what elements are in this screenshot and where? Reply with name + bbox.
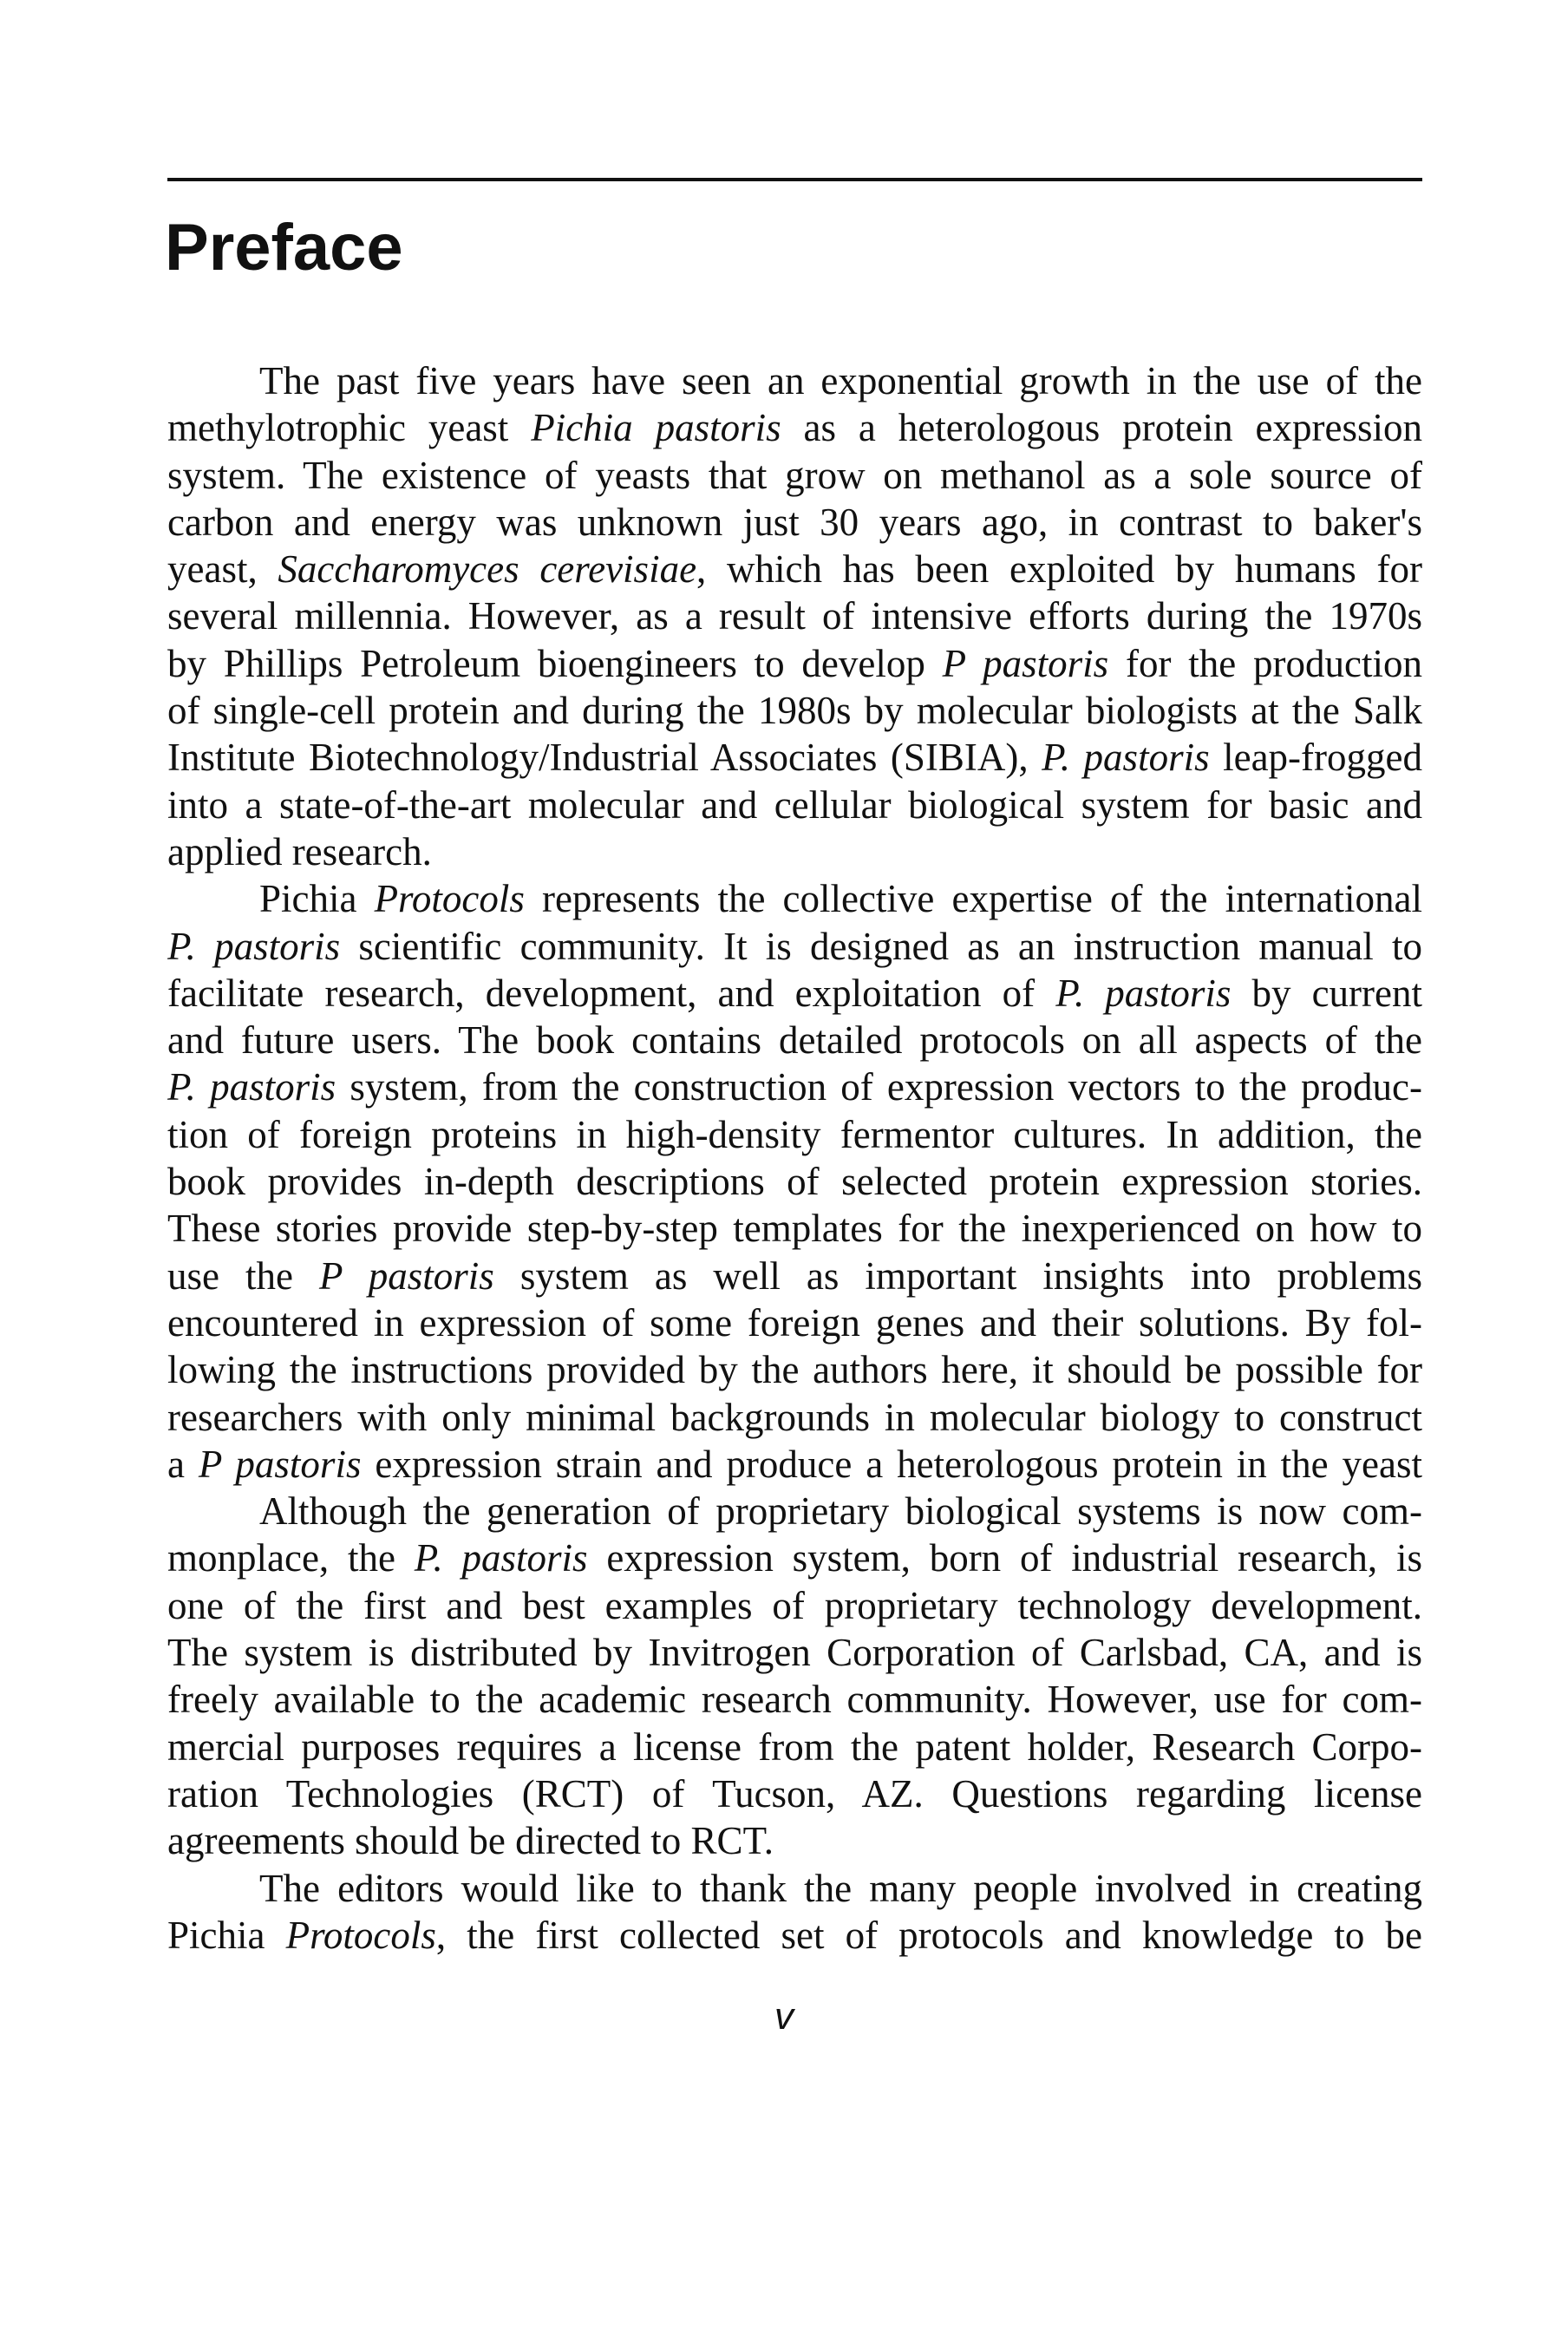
paragraph-2-line [167, 875, 1422, 922]
preface-body [167, 357, 1422, 1959]
paragraph-1-line [167, 592, 1422, 639]
italic-text: P. pastoris [167, 1065, 336, 1109]
text-segment: represents the collective expertise of the international [524, 877, 1422, 921]
paragraph-4-line [167, 1912, 1422, 1959]
text-segment: system as well as important insights into problems [493, 1253, 1422, 1298]
paragraph-3-line [167, 1817, 1422, 1864]
text-segment: lowing the instructions provided by the authors here, it should be possible for [167, 1348, 1422, 1392]
text-segment: and future users. The book contains detailed protocols on all aspects of the [167, 1018, 1422, 1063]
paragraph-1-line [167, 404, 1422, 451]
text-segment: use the [167, 1253, 320, 1298]
text-segment: applied research. [167, 829, 432, 874]
paragraph-1-line [167, 499, 1422, 546]
italic-text: Protocols [374, 877, 525, 921]
paragraph-2-line [167, 1017, 1422, 1063]
text-segment: Institute Biotechnology/Industrial Associates (SIBIA), [167, 736, 1042, 780]
page-title: Preface [165, 211, 403, 285]
text-segment: system. The existence of yeasts that grow on methanol as a sole source of [167, 453, 1422, 497]
italic-text: P pastoris [319, 1253, 494, 1298]
paragraph-2-line [167, 1063, 1422, 1110]
italic-text: Protocols [285, 1913, 436, 1957]
text-segment: leap-frogged [1209, 736, 1422, 780]
text-segment: of single-cell protein and during the 1980s by molecular biologists at the Salk [167, 689, 1422, 733]
text-segment: Although the generation of proprietary biological systems is now com- [259, 1489, 1422, 1534]
text-segment: The editors would like to thank the many people involved in creating [259, 1866, 1422, 1910]
paragraph-2-line [167, 1346, 1422, 1393]
paragraph-2-line [167, 1158, 1422, 1205]
italic-text: P pastoris [942, 641, 1109, 685]
text-segment: as a heterologous protein expression [781, 406, 1422, 450]
paragraph-2-line [167, 1299, 1422, 1346]
paragraph-1-line [167, 452, 1422, 499]
text-segment: book provides in-depth descriptions of selected protein expression stories. [167, 1160, 1422, 1204]
text-segment: monplace, the [167, 1536, 415, 1580]
paragraph-1-line [167, 734, 1422, 781]
text-segment: one of the first and best examples of proprietary technology development. [167, 1583, 1422, 1627]
paragraph-3-line [167, 1488, 1422, 1534]
text-segment: , which has been exploited by humans for [696, 547, 1422, 592]
paragraph-3-line [167, 1629, 1422, 1676]
paragraph-1-line [167, 546, 1422, 592]
text-segment: expression strain and produce a heterologous protein in the yeast [361, 1442, 1422, 1486]
text-segment: mercial purposes requires a license from the patent holder, Research Corpo- [167, 1724, 1422, 1769]
text-segment: system, from the construction of expression vectors to the produc- [336, 1065, 1422, 1109]
paragraph-2-line [167, 1394, 1422, 1441]
text-segment: yeast, [167, 547, 278, 592]
paragraph-1-line [167, 357, 1422, 404]
paragraph-1-line [167, 687, 1422, 734]
text-segment: The system is distributed by Invitrogen Corporation of Carlsbad, CA, and is [167, 1631, 1422, 1675]
text-segment: for the production [1108, 641, 1422, 685]
paragraph-1-line [167, 782, 1422, 828]
text-segment: The past five years have seen an exponential growth in the use of the [259, 359, 1422, 402]
text-segment: expression system, born of industrial research, is [587, 1536, 1422, 1580]
text-segment: a [167, 1442, 199, 1486]
paragraph-1-line [167, 828, 1422, 875]
text-segment: Pichia [259, 877, 375, 921]
text-segment: facilitate research, development, and exploitation of [167, 971, 1056, 1015]
text-segment: tion of foreign proteins in high-density fermentor cultures. In addition, the [167, 1112, 1422, 1156]
paragraph-3-line [167, 1582, 1422, 1629]
text-segment: by Phillips Petroleum bioengineers to develop [167, 641, 943, 685]
text-segment: several millennia. However, as a result of intensive efforts during the 1970s [167, 594, 1422, 638]
paragraph-3-line [167, 1724, 1422, 1770]
text-segment: ration Technologies (RCT) of Tucson, AZ. Questions regarding license [167, 1771, 1422, 1816]
page-number: v [774, 1995, 794, 2038]
italic-text: Saccharomyces cerevisiae [278, 547, 697, 592]
text-segment: by current [1231, 971, 1422, 1015]
text-segment: freely available to the academic research community. However, use for com- [167, 1678, 1422, 1722]
paragraph-2-line [167, 1205, 1422, 1252]
italic-text: P. pastoris [1055, 971, 1232, 1015]
italic-text: P pastoris [198, 1442, 362, 1486]
text-segment: scientific community. It is designed as an instruction manual to [340, 924, 1422, 968]
text-segment: Pichia [167, 1913, 286, 1957]
paragraph-2-line [167, 1441, 1422, 1488]
paragraph-1-line [167, 640, 1422, 687]
italic-text: P. pastoris [1042, 736, 1210, 780]
italic-text: P. pastoris [414, 1536, 588, 1580]
text-segment: methylotrophic yeast [167, 406, 532, 450]
text-segment: agreements should be directed to RCT. [167, 1819, 774, 1863]
text-segment: carbon and energy was unknown just 30 years ago, in contrast to baker's [167, 500, 1422, 544]
paragraph-2-line [167, 970, 1422, 1017]
italic-text: P. pastoris [167, 924, 341, 968]
paragraph-2-line [167, 1253, 1422, 1299]
paragraph-2-line [167, 1111, 1422, 1158]
paragraph-2-line [167, 923, 1422, 970]
paragraph-3-line [167, 1534, 1422, 1581]
text-segment: , the first collected set of protocols and knowledge to be [435, 1913, 1422, 1957]
paragraph-3-line [167, 1676, 1422, 1723]
paragraph-3-line [167, 1770, 1422, 1817]
heading-rule [167, 178, 1422, 181]
text-segment: These stories provide step-by-step templates for the inexperienced on how to [167, 1207, 1422, 1251]
text-segment: researchers with only minimal backgrounds in molecular biology to construct [167, 1395, 1422, 1439]
text-segment: encountered in expression of some foreign genes and their solutions. By fol- [167, 1300, 1422, 1345]
text-segment: into a state-of-the-art molecular and cellular biological system for basic and [167, 782, 1422, 827]
paragraph-4-line [167, 1865, 1422, 1912]
italic-text: Pichia pastoris [531, 406, 781, 450]
